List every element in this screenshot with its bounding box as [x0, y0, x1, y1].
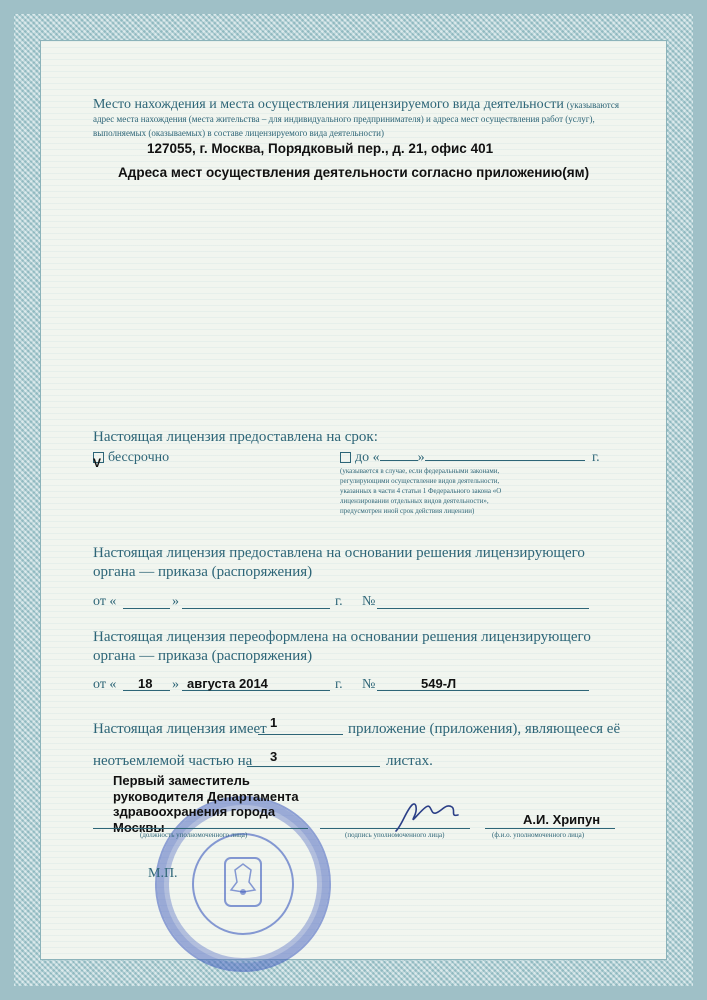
until-checkbox[interactable] [340, 452, 351, 463]
term-until-prefix: до « [355, 450, 380, 465]
term-until-mid: » [417, 450, 425, 465]
position-note: (должность уполномоченного лица) [140, 831, 248, 839]
signatory-name: А.И. Хрипун [523, 812, 601, 827]
reissued-close: » [172, 677, 179, 692]
appendix-line2-prefix: неотъемлемой частью на [93, 753, 253, 769]
unlimited-checkmark: V [93, 456, 102, 470]
appendix-line2-suffix: листах. [386, 753, 433, 769]
appendix-count: 1 [270, 715, 278, 730]
granted-day-field[interactable] [123, 608, 170, 609]
granted-text: Настоящая лицензия предоставлена на основании решения лицензирующего органа — приказа (распоряжения) [93, 545, 585, 580]
reissued-from: от « [93, 677, 117, 692]
granted-number-sign: № [362, 594, 376, 609]
reissued-month-year: августа 2014 [187, 676, 268, 691]
appendix-suffix: приложение (приложения), являющееся её [348, 721, 621, 737]
appendix-prefix: Настоящая лицензия имеет [93, 721, 267, 737]
granted-number-field[interactable] [377, 608, 589, 609]
reissued-number: 549-Л [421, 676, 457, 691]
name-line [485, 828, 615, 829]
signatory-position: Первый заместитель руководителя Департамента здравоохранения города Москвы [113, 773, 299, 835]
term-until-row [340, 450, 585, 466]
granted-date-field[interactable] [182, 608, 330, 609]
appendix-sheets-line [247, 766, 380, 767]
name-note: (ф.и.о. уполномоченного лица) [492, 831, 585, 839]
position-line [93, 828, 308, 829]
reissued-day: 18 [138, 676, 153, 691]
header-block [93, 98, 623, 140]
reissued-text: Настоящая лицензия переоформлена на основании решения лицензирующего органа — приказа (распоряжения) [93, 629, 591, 664]
term-until-note: (указывается в случае, если федеральными законами, регулирующими осуществление видов деятельности, указанных в части 4 статьи 1 Федерального закона «О лицензировании отдельных видов деятельности», предусмотрен иной срок действия лицензии) [340, 467, 502, 515]
reissued-number-sign: № [362, 677, 376, 692]
term-unlimited: бессрочно [108, 450, 170, 465]
header-title: Место нахождения и места осуществления лицензируемого вида деятельности [93, 97, 564, 112]
term-label: Настоящая лицензия предоставлена на срок: [93, 429, 378, 445]
appendix-count-line [258, 734, 343, 735]
term-until-suffix: г. [592, 450, 600, 465]
mp-label: М.П. [148, 866, 178, 881]
addresses-note: Адреса мест осуществления деятельности согласно приложению(ям) [118, 165, 590, 180]
signature-note: (подпись уполномоченного лица) [345, 831, 445, 839]
appendix-sheets: 3 [270, 749, 278, 764]
address-line: 127055, г. Москва, Порядковый пер., д. 21, офис 401 [147, 141, 494, 156]
reissued-year-suffix: г. [335, 677, 343, 692]
header-note: (указываются адрес места нахождения (места жительства – для индивидуального предпринимателя) и адреса мест осуществления работ (услуг), выполняемых (оказываемых) в составе лицензируемого вида деятельности) [93, 100, 619, 138]
granted-close: » [172, 594, 179, 609]
granted-from: от « [93, 594, 117, 609]
term-unlimited-row [93, 450, 169, 466]
reissued-number-line [377, 690, 589, 691]
granted-year-suffix: г. [335, 594, 343, 609]
